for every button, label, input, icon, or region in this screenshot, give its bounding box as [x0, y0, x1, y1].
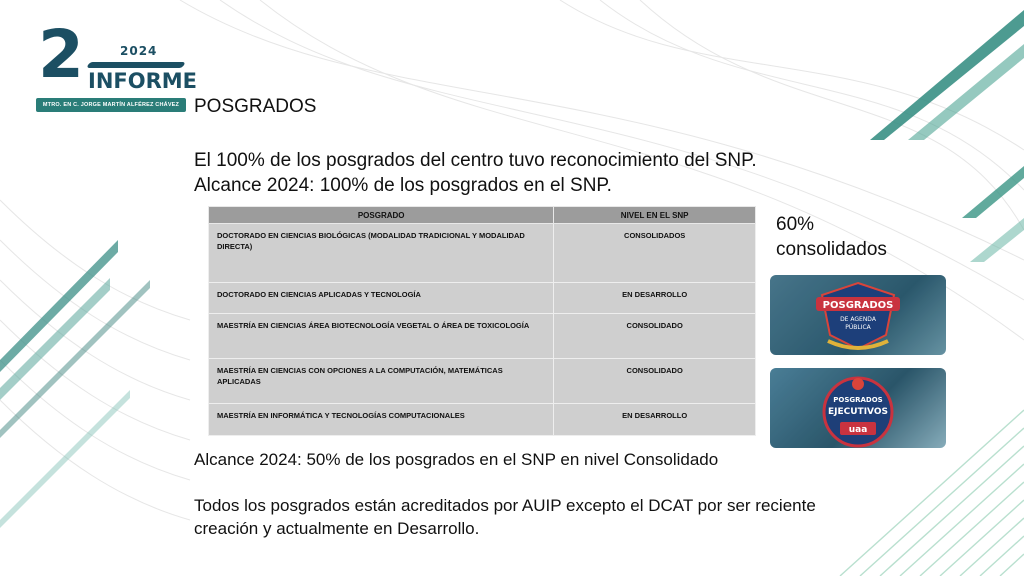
logo-author-bar: MTRO. EN C. JORGE MARTÍN ALFÉREZ CHÁVEZ: [36, 98, 186, 112]
table-header-row: [209, 207, 756, 224]
table-row: [209, 224, 756, 283]
program-name: MAESTRÍA EN CIENCIAS CON OPCIONES A LA COMPUTACIÓN, MATEMÁTICAS APLICADAS: [209, 359, 554, 404]
badge2-line1: POSGRADOS: [833, 396, 883, 404]
stat-percent: 60%: [776, 214, 815, 235]
badge2-line3: uaa: [848, 425, 868, 435]
badge1-line3: PÚBLICA: [845, 324, 871, 331]
badge1-line2: DE AGENDA: [840, 316, 876, 323]
logo-year: 2024: [120, 44, 158, 58]
flame-icon: [852, 378, 864, 390]
program-name: MAESTRÍA EN INFORMÁTICA Y TECNOLOGÍAS COMPUTACIONALES: [209, 404, 554, 436]
program-name: DOCTORADO EN CIENCIAS APLICADAS Y TECNOLOGÍA: [209, 283, 554, 314]
table-row: [209, 359, 756, 404]
program-level: EN DESARROLLO: [554, 404, 756, 436]
program-level: CONSOLIDADOS: [554, 224, 756, 283]
alcance-note: Alcance 2024: 50% de los posgrados en el SNP en nivel Consolidado: [194, 450, 719, 469]
acreditacion-note: Todos los posgrados están acreditados por AUIP excepto el DCAT por ser reciente creación y actualmente en Desarrollo.: [194, 496, 816, 538]
table-row: [209, 314, 756, 359]
logo-word: INFORME: [88, 69, 197, 93]
posgrados-agenda-publica-image: [770, 275, 946, 355]
badge2-line2: EJECUTIVOS: [828, 407, 888, 417]
logo-swoosh: [86, 62, 185, 68]
program-name: DOCTORADO EN CIENCIAS BIOLÓGICAS (MODALIDAD TRADICIONAL Y MODALIDAD DIRECTA): [209, 224, 554, 283]
header-posgrado: POSGRADO: [209, 207, 554, 224]
stat-label: consolidados: [776, 239, 887, 260]
posgrados-ejecutivos-image: [770, 368, 946, 448]
posgrados-table: [208, 206, 756, 436]
program-level: EN DESARROLLO: [554, 283, 756, 314]
logo-number: 2: [38, 16, 84, 93]
program-level: CONSOLIDADO: [554, 314, 756, 359]
header-nivel: NIVEL EN EL SNP: [554, 207, 756, 224]
informe-logo: [36, 16, 197, 118]
lead-text: [194, 148, 854, 198]
lead-line-1: El 100% de los posgrados del centro tuvo reconocimiento del SNP.: [194, 150, 757, 171]
program-name: MAESTRÍA EN CIENCIAS ÁREA BIOTECNOLOGÍA VEGETAL O ÁREA DE TOXICOLOGÍA: [209, 314, 554, 359]
page-title: POSGRADOS: [194, 96, 317, 117]
table-row: [209, 404, 756, 436]
table-row: [209, 283, 756, 314]
program-level: CONSOLIDADO: [554, 359, 756, 404]
consolidated-stat: [776, 212, 887, 262]
lead-line-2: Alcance 2024: 100% de los posgrados en el SNP.: [194, 175, 612, 196]
badge1-line1: POSGRADOS: [822, 300, 894, 311]
